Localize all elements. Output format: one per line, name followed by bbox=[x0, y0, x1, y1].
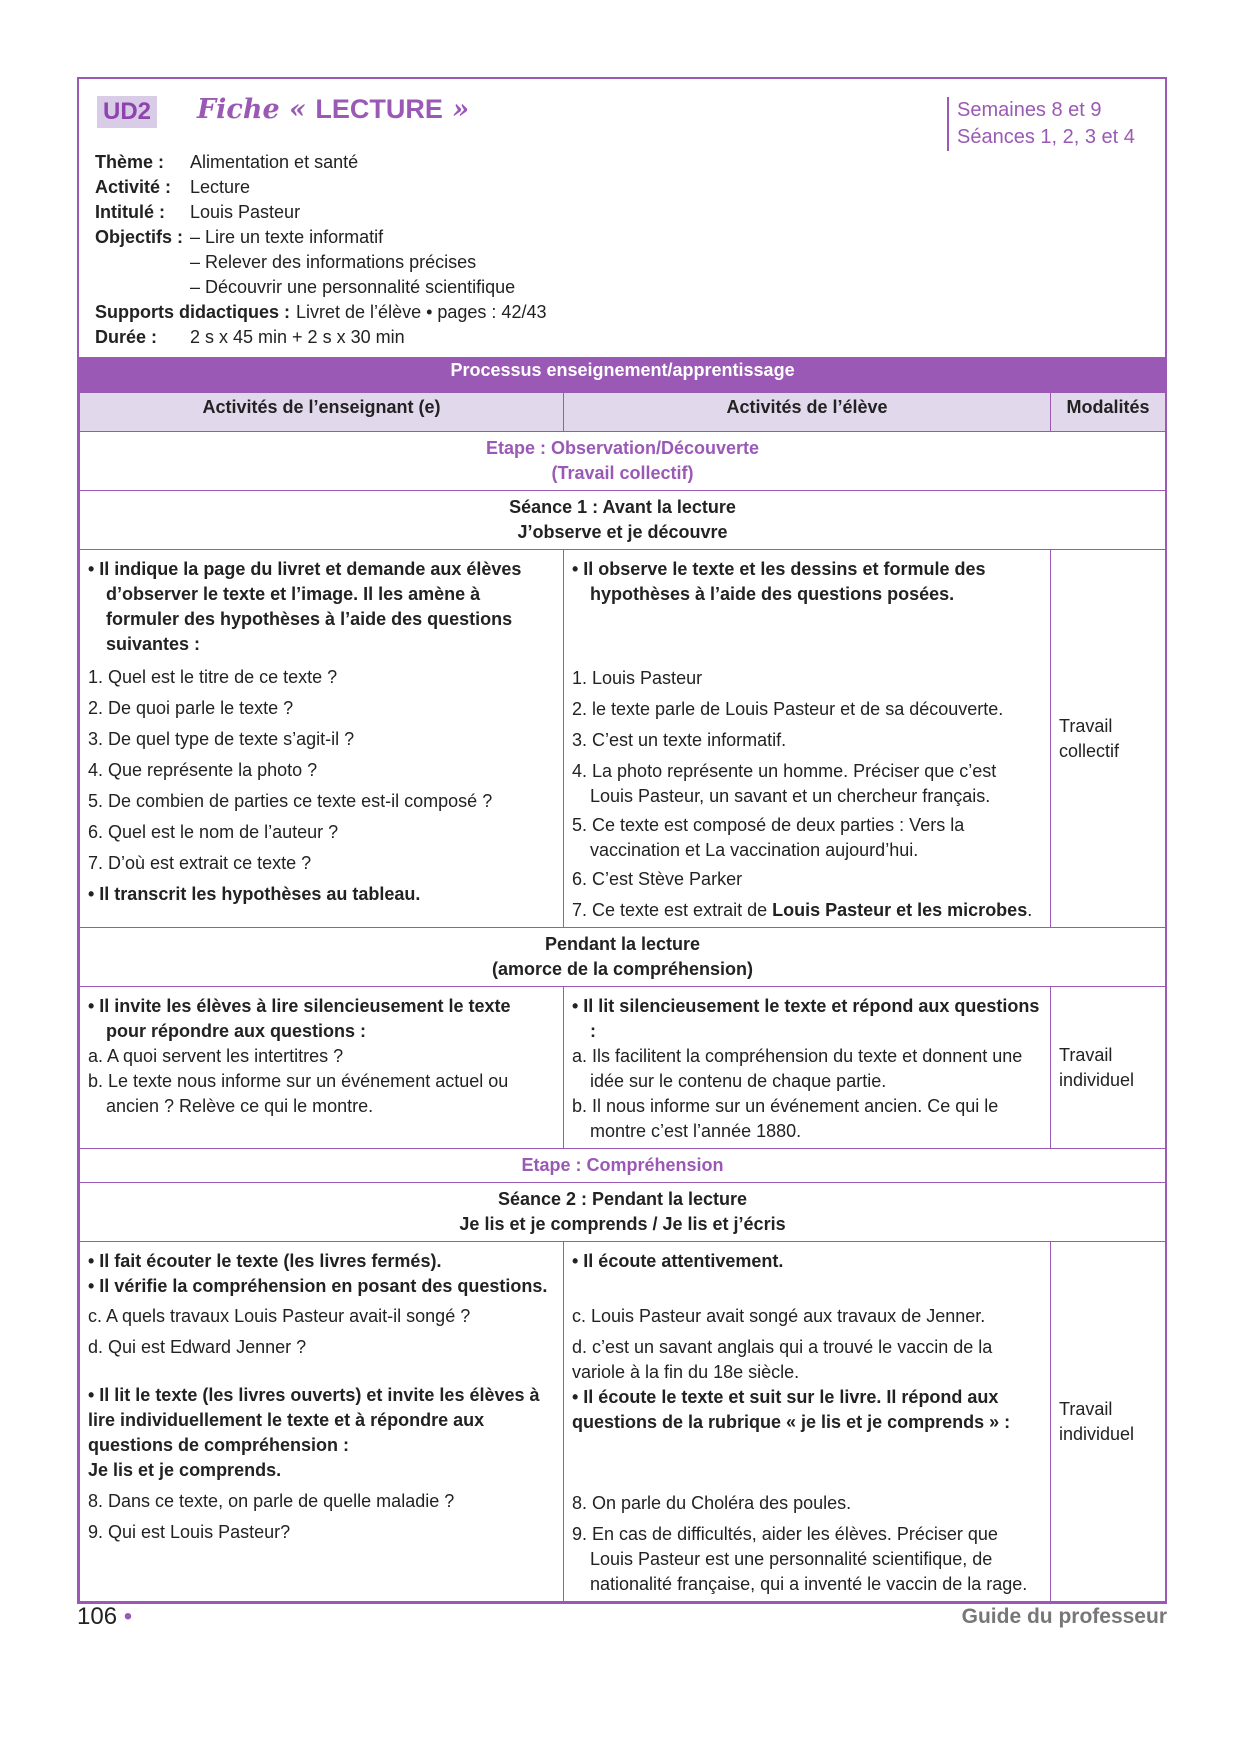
answer-item: c. Louis Pasteur avait songé aux travaux de Jenner. bbox=[572, 1306, 986, 1326]
modalite-line: Travail bbox=[1059, 1398, 1113, 1419]
pendant-student bbox=[564, 987, 1051, 1149]
intitule-value: Louis Pasteur bbox=[190, 202, 301, 222]
etape-observation bbox=[80, 432, 1166, 491]
intitule-label: Intitulé : bbox=[95, 202, 165, 222]
objectifs-label: Objectifs : bbox=[95, 227, 184, 247]
objectif-item: – Lire un texte informatif bbox=[190, 227, 384, 247]
seance-1-teacher bbox=[80, 550, 564, 928]
lesson-sheet bbox=[77, 77, 1167, 1604]
seance-subtitle: (amorce de la compréhension) bbox=[491, 959, 754, 979]
teacher-instruction: • Il vérifie la compréhension en posant des questions. bbox=[88, 1276, 548, 1296]
title-prefix: Fiche « bbox=[197, 94, 316, 125]
seance-subtitle: Je lis et je comprends / Je lis et j’écris bbox=[459, 1214, 786, 1234]
title-caps: LECTURE bbox=[315, 94, 443, 124]
teacher-instruction: • Il transcrit les hypothèses au tableau. bbox=[88, 884, 421, 904]
answer-text: 7. Ce texte est extrait de bbox=[572, 900, 773, 920]
question-item: 5. De combien de parties ce texte est-il composé ? bbox=[88, 791, 493, 811]
teacher-instruction: • Il lit le texte (les livres ouverts) et invite les élèves à lire individuellement le texte et à répondre aux questions de compréhension : bbox=[88, 1385, 540, 1455]
weeks-label: Semaines 8 et 9 bbox=[957, 99, 1102, 121]
answer-item bbox=[572, 898, 1042, 923]
page-dot: • bbox=[123, 1603, 133, 1630]
modalite-line: collectif bbox=[1059, 740, 1120, 761]
process-bar: Processus enseignement/apprentissage bbox=[80, 358, 1166, 393]
duree-value: 2 s x 45 min + 2 s x 30 min bbox=[190, 327, 405, 347]
sheet-header bbox=[79, 79, 1165, 357]
footer-guide: Guide du professeur bbox=[961, 1605, 1167, 1628]
activite-value: Lecture bbox=[190, 177, 251, 197]
seance-title: Séance 2 : Pendant la lecture bbox=[497, 1189, 748, 1209]
answer-item: 3. C’est un texte informatif. bbox=[572, 730, 787, 750]
student-instruction: • Il écoute le texte et suit sur le livre. Il répond aux questions de la rubrique « je lis et je comprends » : bbox=[572, 1387, 1011, 1432]
question-item: 9. Qui est Louis Pasteur? bbox=[88, 1522, 291, 1542]
meta-duree bbox=[95, 325, 546, 350]
activite-label: Activité : bbox=[95, 177, 172, 197]
supports-label: Supports didactiques : bbox=[95, 302, 291, 322]
meta-supports bbox=[95, 300, 546, 325]
sessions-label: Séances 1, 2, 3 et 4 bbox=[957, 126, 1135, 148]
seance-2-header bbox=[80, 1183, 1166, 1242]
objectif-item: – Relever des informations précises bbox=[190, 252, 477, 272]
question-item: 2. De quoi parle le texte ? bbox=[88, 698, 294, 718]
modalite-line: Travail bbox=[1059, 1044, 1113, 1065]
question-item: b. Le texte nous informe sur un événement actuel ou ancien ? Relève ce qui le montre. bbox=[88, 1071, 509, 1116]
teacher-instruction: • Il indique la page du livret et demande aux élèves d’observer le texte et l’image. Il les amène à formuler des hypothèses à l’aide des questions suivantes : bbox=[88, 559, 522, 654]
student-instruction: • Il observe le texte et les dessins et formule des hypothèses à l’aide des questions posées. bbox=[572, 559, 986, 604]
etape-subtitle: (Travail collectif) bbox=[551, 463, 694, 483]
rubric-title: Je lis et je comprends. bbox=[88, 1460, 282, 1480]
answer-item: 5. Ce texte est composé de deux parties : Vers la vaccination et La vaccination aujourd’hui. bbox=[572, 815, 965, 860]
pendant-header bbox=[80, 928, 1166, 987]
title-suffix: » bbox=[442, 94, 470, 125]
answer-item: a. Ils facilitent la compréhension du texte et donnent une idée sur le contenu de chaque partie. bbox=[572, 1046, 1023, 1091]
question-item: 3. De quel type de texte s’agit-il ? bbox=[88, 729, 355, 749]
student-instruction: • Il lit silencieusement le texte et répond aux questions : bbox=[572, 996, 1040, 1041]
answer-item: 1. Louis Pasteur bbox=[572, 668, 703, 688]
teacher-instruction: • Il fait écouter le texte (les livres fermés). bbox=[88, 1251, 442, 1271]
sheet-meta bbox=[95, 150, 546, 350]
student-instruction: • Il écoute attentivement. bbox=[572, 1251, 784, 1271]
book-title: Louis Pasteur et les microbes bbox=[772, 900, 1028, 920]
seance-1-header bbox=[80, 491, 1166, 550]
etape-comprehension: Etape : Compréhension bbox=[80, 1149, 1166, 1183]
question-item: 4. Que représente la photo ? bbox=[88, 760, 318, 780]
pendant-modalite bbox=[1051, 987, 1166, 1149]
meta-intitule bbox=[95, 200, 546, 225]
answer-item: 8. On parle du Choléra des poules. bbox=[572, 1493, 852, 1513]
seance-title: Séance 1 : Avant la lecture bbox=[509, 497, 736, 517]
meta-activite bbox=[95, 175, 546, 200]
page-number bbox=[77, 1603, 132, 1631]
objectif-item: – Découvrir une personnalité scientifique bbox=[190, 277, 516, 297]
pendant-teacher bbox=[80, 987, 564, 1149]
col-teacher-header: Activités de l’enseignant (e) bbox=[80, 393, 564, 432]
question-item: d. Qui est Edward Jenner ? bbox=[88, 1337, 307, 1357]
answer-item: 9. En cas de difficultés, aider les élèves. Préciser que Louis Pasteur est une personnalité scientifique, de nationalité française, qui a inventé le vaccin de la rage. bbox=[572, 1524, 1028, 1594]
modalite-line: Travail bbox=[1059, 715, 1113, 736]
meta-theme bbox=[95, 150, 546, 175]
answer-item: d. c’est un savant anglais qui a trouvé le vaccin de la variole à la fin du 18e siècle. bbox=[572, 1337, 993, 1382]
question-item: 1. Quel est le titre de ce texte ? bbox=[88, 667, 338, 687]
page-number-text: 106 bbox=[77, 1603, 118, 1630]
seance-2-teacher bbox=[80, 1242, 564, 1602]
theme-value: Alimentation et santé bbox=[190, 152, 359, 172]
sheet-title bbox=[197, 94, 469, 125]
answer-item: 4. La photo représente un homme. Préciser que c’est Louis Pasteur, un savant et un chercheur français. bbox=[572, 761, 997, 806]
question-item: a. A quoi servent les intertitres ? bbox=[88, 1046, 344, 1066]
seance-title: Pendant la lecture bbox=[544, 934, 701, 954]
supports-value: Livret de l’élève • pages : 42/43 bbox=[296, 302, 547, 322]
question-item: 7. D’où est extrait ce texte ? bbox=[88, 853, 312, 873]
answer-item: b. Il nous informe sur un événement ancien. Ce qui le montre c’est l’année 1880. bbox=[572, 1096, 999, 1141]
seance-subtitle: J’observe et je découvre bbox=[517, 522, 728, 542]
modalite-line: individuel bbox=[1059, 1069, 1135, 1090]
unit-badge: UD2 bbox=[97, 96, 157, 128]
col-student-header: Activités de l’élève bbox=[564, 393, 1051, 432]
objectifs-list bbox=[190, 250, 546, 300]
answer-text: . bbox=[1027, 900, 1033, 920]
col-modalites-header: Modalités bbox=[1051, 393, 1166, 432]
question-item: 8. Dans ce texte, on parle de quelle maladie ? bbox=[88, 1491, 455, 1511]
seance-1-modalite bbox=[1051, 550, 1166, 928]
theme-label: Thème : bbox=[95, 152, 165, 172]
seance-1-row bbox=[80, 550, 1166, 928]
seance-1-student bbox=[564, 550, 1051, 928]
process-table bbox=[79, 357, 1166, 1602]
etape-title: Etape : Observation/Découverte bbox=[485, 438, 760, 458]
answer-item: 2. le texte parle de Louis Pasteur et de sa découverte. bbox=[572, 699, 1004, 719]
teacher-instruction: • Il invite les élèves à lire silencieusement le texte pour répondre aux questions : bbox=[88, 996, 511, 1041]
answer-item: 6. C’est Stève Parker bbox=[572, 869, 743, 889]
question-item: c. A quels travaux Louis Pasteur avait-il songé ? bbox=[88, 1306, 471, 1326]
question-item: 6. Quel est le nom de l’auteur ? bbox=[88, 822, 339, 842]
seance-2-student bbox=[564, 1242, 1051, 1602]
seance-2-row bbox=[80, 1242, 1166, 1602]
modalite-line: individuel bbox=[1059, 1423, 1135, 1444]
meta-objectifs bbox=[95, 225, 546, 250]
duree-label: Durée : bbox=[95, 327, 158, 347]
schedule-box bbox=[947, 97, 1135, 151]
seance-2-modalite bbox=[1051, 1242, 1166, 1602]
pendant-row bbox=[80, 987, 1166, 1149]
